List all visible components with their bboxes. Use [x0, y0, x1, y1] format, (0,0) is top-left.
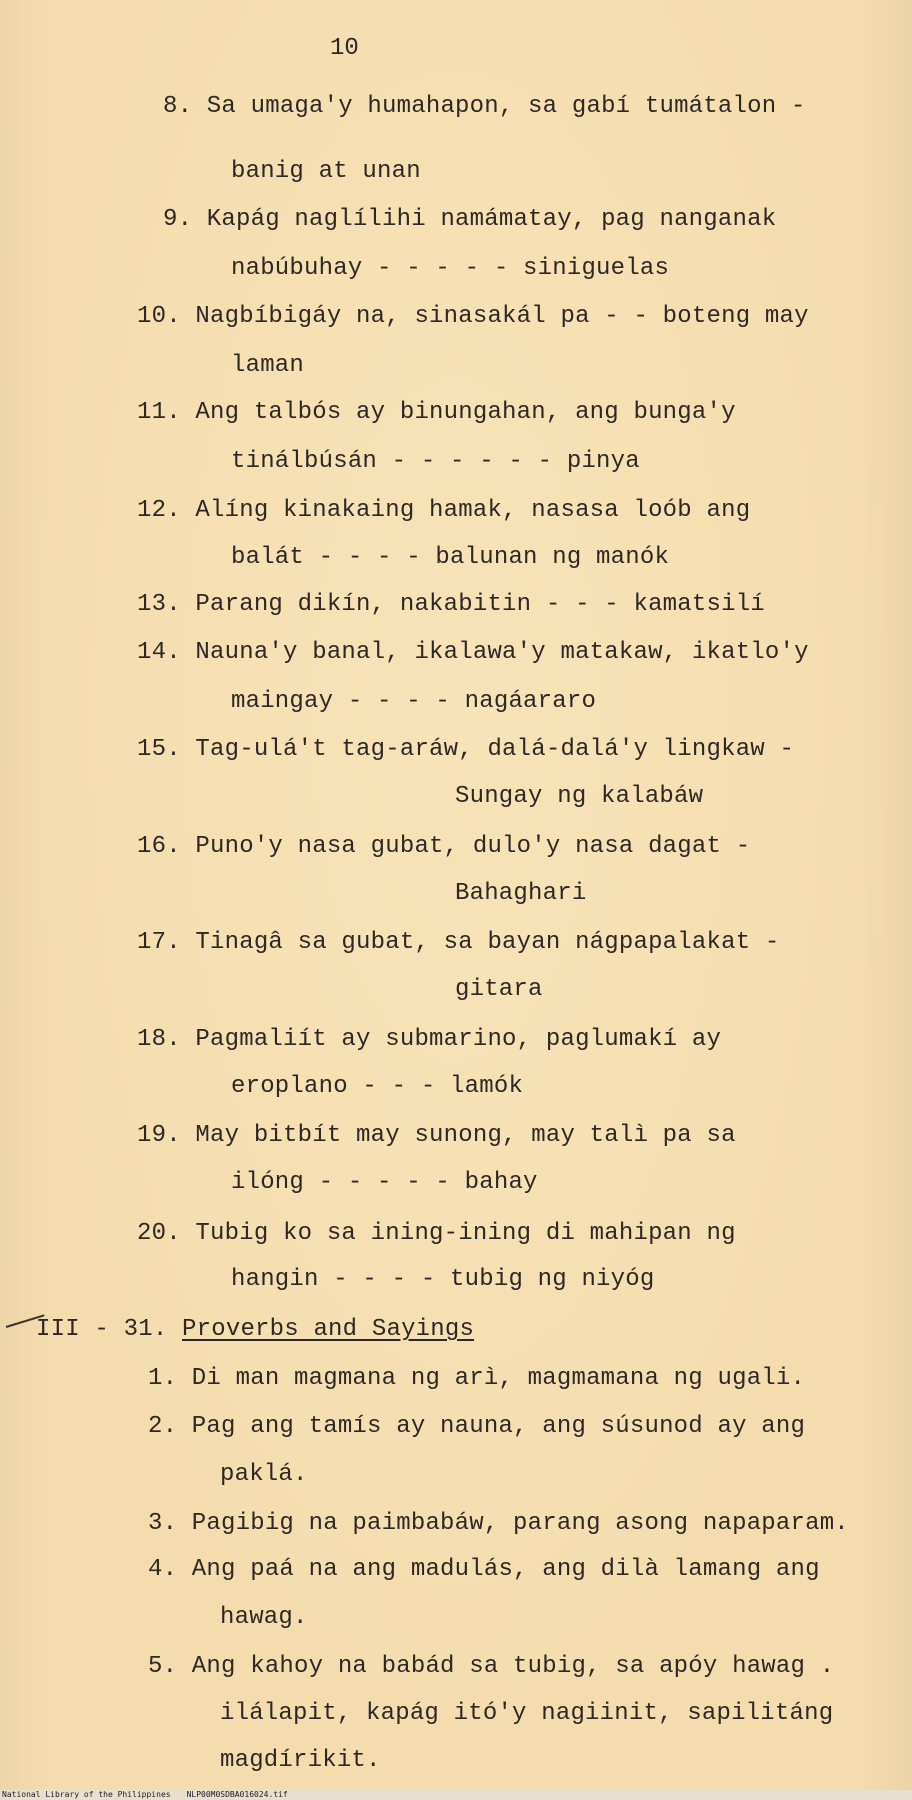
section-title: Proverbs and Sayings [182, 1316, 475, 1343]
riddle-11-line-1: 11. Ang talbós ay binungahan, ang bunga'y [137, 399, 736, 426]
riddle-8-line-1: 8. Sa umaga'y humahapon, sa gabí tumátalon - [163, 93, 806, 120]
riddle-19-line-2: ilóng - - - - - bahay [231, 1169, 538, 1196]
section-number: III - 31. [36, 1316, 183, 1343]
proverb-4-line-1: 4. Ang paá na ang madulás, ang dilà lamang ang [148, 1556, 820, 1583]
proverb-5-line-1: 5. Ang kahoy na babád sa tubig, sa apóy hawag . [148, 1653, 835, 1680]
proverb-5-line-2: ilálapit, kapág itó'y nagiinit, sapilitáng [220, 1700, 834, 1727]
riddle-14-line-1: 14. Nauna'y banal, ikalawa'y matakaw, ikatlo'y [137, 639, 809, 666]
riddle-9-line-1: 9. Kapág naglílihi namámatay, pag nanganak [163, 206, 777, 233]
riddle-15-line-2: Sungay ng kalabáw [455, 783, 704, 810]
riddle-20-line-2: hangin - - - - tubig ng niyóg [231, 1266, 655, 1293]
footer-library-name: National Library of the Philippines [2, 1790, 171, 1799]
proverb-2-line-2: paklá. [220, 1461, 308, 1488]
proverb-1-line-1: 1. Di man magmana ng arì, magmamana ng ugali. [148, 1365, 806, 1392]
riddle-11-line-2: tinálbúsán - - - - - - pinya [231, 448, 640, 475]
riddle-16-line-1: 16. Puno'y nasa gubat, dulo'y nasa dagat - [137, 833, 751, 860]
riddle-12-line-1: 12. Alíng kinakaing hamak, nasasa loób ang [137, 497, 751, 524]
riddle-20-line-1: 20. Tubig ko sa ining-ining di mahipan ng [137, 1220, 736, 1247]
riddle-12-line-2: balát - - - - balunan ng manók [231, 544, 670, 571]
scan-footer [0, 1790, 912, 1800]
riddle-13-line-1: 13. Parang dikín, nakabitin - - - kamatsilí [137, 591, 765, 618]
proverb-4-line-2: hawag. [220, 1604, 308, 1631]
riddle-17-line-1: 17. Tinagâ sa gubat, sa bayan nágpapalakat - [137, 929, 780, 956]
riddle-10-line-1: 10. Nagbíbigáy na, sinasakál pa - - boteng may [137, 303, 809, 330]
riddle-15-line-1: 15. Tag-ulá't tag-aráw, dalá-dalá'y lingkaw - [137, 736, 795, 763]
riddle-8-line-2: banig at unan [231, 158, 421, 185]
riddle-19-line-1: 19. May bitbít may sunong, may talì pa sa [137, 1122, 736, 1149]
riddle-18-line-2: eroplano - - - lamók [231, 1073, 524, 1100]
page-number: 10 [330, 35, 359, 62]
proverb-5-line-3: magdírikit. [220, 1747, 381, 1774]
riddle-16-line-2: Bahaghari [455, 880, 587, 907]
section-heading [36, 1315, 474, 1345]
footer-file-name: NLP00M0SDBA016024.tif [186, 1790, 288, 1799]
proverb-3-line-1: 3. Pagibig na paimbabáw, parang asong napaparam. [148, 1510, 849, 1537]
riddle-18-line-1: 18. Pagmaliít ay submarino, paglumakí ay [137, 1026, 722, 1053]
riddle-14-line-2: maingay - - - - nagáararo [231, 688, 597, 715]
proverb-2-line-1: 2. Pag ang tamís ay nauna, ang súsunod ay ang [148, 1413, 806, 1440]
riddle-17-line-2: gitara [455, 976, 543, 1003]
riddle-9-line-2: nabúbuhay - - - - - siniguelas [231, 255, 670, 282]
riddle-10-line-2: laman [231, 352, 305, 379]
